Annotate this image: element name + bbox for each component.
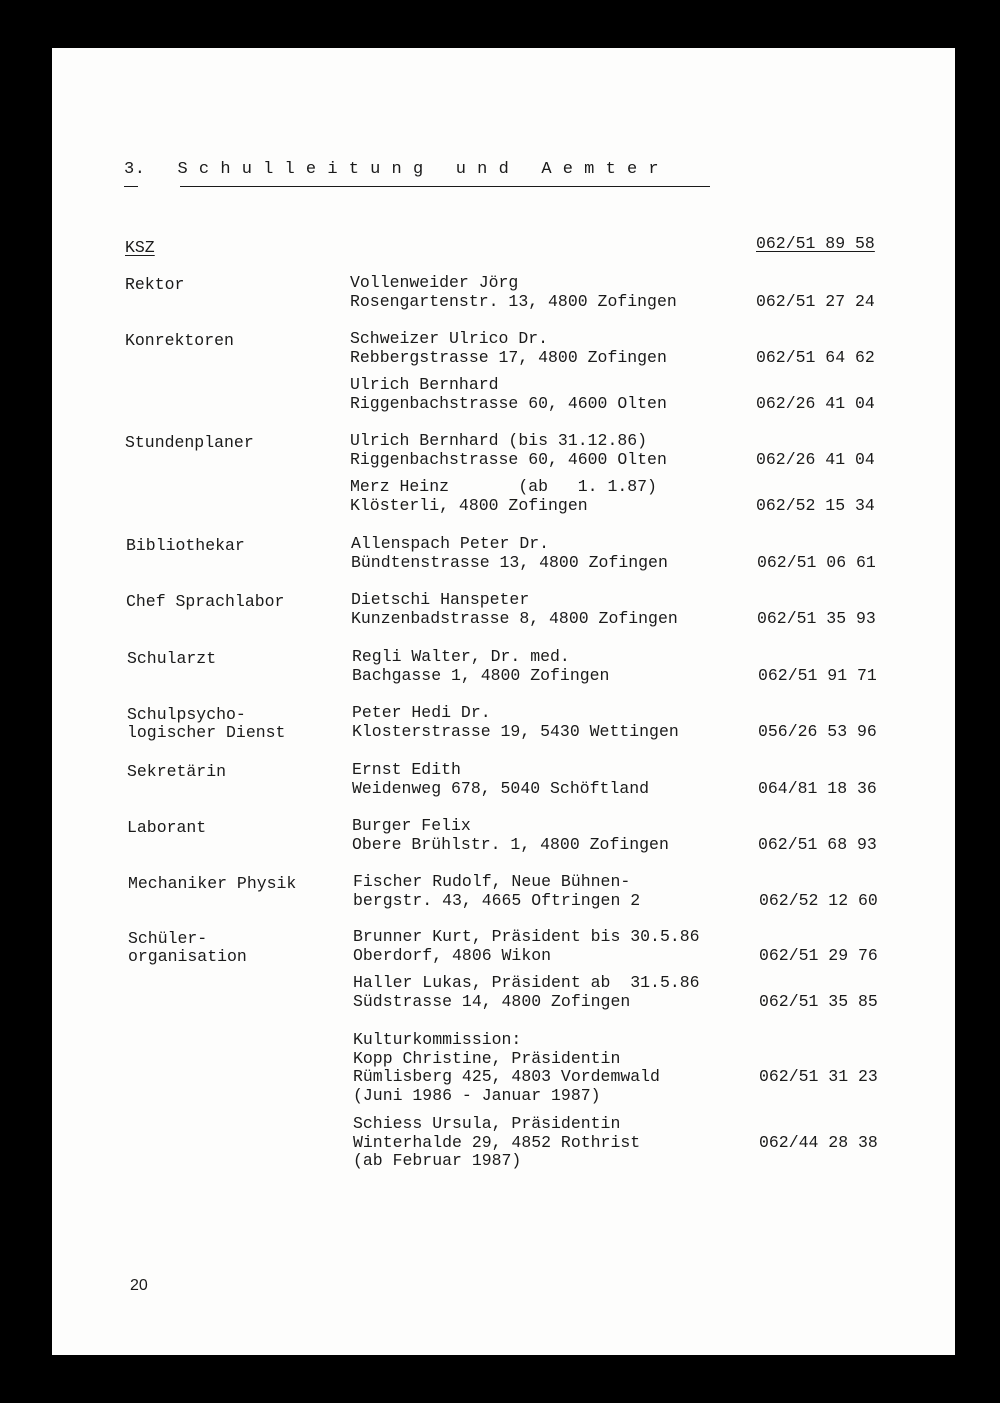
entry-phone: 062/51 27 24 bbox=[756, 291, 875, 311]
entry-name: Ulrich Bernhard bbox=[350, 375, 499, 394]
entry-phone: 062/51 06 61 bbox=[757, 552, 876, 572]
heading-underline bbox=[180, 186, 710, 187]
entry-address-line: Kopp Christine, Präsidentin bbox=[353, 1048, 621, 1068]
entry-name: Burger Felix bbox=[352, 816, 471, 835]
entry-phone: 056/26 53 96 bbox=[758, 721, 877, 741]
entry-phone: 062/26 41 04 bbox=[756, 393, 875, 413]
page-number: 20 bbox=[130, 1277, 148, 1294]
ksz-phone: 062/51 89 58 bbox=[756, 234, 875, 253]
entry-role: Stundenplaner bbox=[125, 433, 254, 452]
entry-phone: 062/26 41 04 bbox=[756, 449, 875, 469]
entry-role: Schularzt bbox=[127, 649, 217, 668]
entry-role: Bibliothekar bbox=[126, 536, 245, 555]
entry-name: Merz Heinz (ab 1. 1.87) bbox=[350, 477, 657, 496]
entry-address-line: Weidenweg 678, 5040 Schöftland bbox=[352, 778, 650, 798]
entry-address-line: Riggenbachstrasse 60, 4600 Olten bbox=[350, 449, 667, 469]
entry-address-line: Winterhalde 29, 4852 Rothrist bbox=[353, 1132, 641, 1152]
ksz-label: KSZ bbox=[125, 238, 155, 257]
entry-phone: 062/44 28 38 bbox=[759, 1132, 878, 1152]
section-heading bbox=[124, 160, 659, 179]
entry-phone: 062/51 91 71 bbox=[758, 665, 877, 685]
entry-address-line: Südstrasse 14, 4800 Zofingen bbox=[353, 991, 631, 1011]
entry-name: Kulturkommission: bbox=[353, 1030, 522, 1049]
entry-address-line: Rebbergstrasse 17, 4800 Zofingen bbox=[350, 347, 667, 367]
entry-role: Schüler- organisation bbox=[128, 929, 247, 966]
entry-address-line: Rümlisberg 425, 4803 Vordemwald bbox=[353, 1067, 660, 1086]
entry-phone: 062/51 31 23 bbox=[759, 1067, 878, 1086]
entry-name: Regli Walter, Dr. med. bbox=[352, 647, 570, 666]
entry-phone: 062/51 29 76 bbox=[759, 945, 878, 965]
entry-address-line: (ab Februar 1987) bbox=[353, 1151, 522, 1170]
entry-name: Ernst Edith bbox=[352, 760, 461, 779]
entry-name: Fischer Rudolf, Neue Bühnen- bbox=[353, 872, 631, 891]
entry-role: Sekretärin bbox=[127, 762, 227, 781]
entry-phone: 064/81 18 36 bbox=[758, 778, 877, 798]
entry-address-line: Klösterli, 4800 Zofingen bbox=[350, 495, 588, 515]
number-underline bbox=[124, 186, 138, 187]
entry-name: Vollenweider Jörg bbox=[350, 273, 519, 292]
entry-name: Peter Hedi Dr. bbox=[352, 703, 491, 722]
entry-role: Chef Sprachlabor bbox=[126, 592, 285, 611]
entry-role: Mechaniker Physik bbox=[128, 874, 297, 893]
entry-address-line: bergstr. 43, 4665 Oftringen 2 bbox=[353, 890, 641, 910]
section-title: S c h u l l e i t u n g u n d A e m t e r bbox=[177, 160, 660, 179]
entry-name: Dietschi Hanspeter bbox=[351, 590, 530, 609]
entry-address-line: Bündtenstrasse 13, 4800 Zofingen bbox=[351, 552, 668, 572]
section-number: 3. bbox=[124, 160, 146, 179]
entry-address-line: Kunzenbadstrasse 8, 4800 Zofingen bbox=[351, 608, 678, 628]
entry-address-line: Riggenbachstrasse 60, 4600 Olten bbox=[350, 393, 667, 413]
entry-address-line: Oberdorf, 4806 Wikon bbox=[353, 945, 552, 965]
entry-phone: 062/51 64 62 bbox=[756, 347, 875, 367]
entry-address-line: Obere Brühlstr. 1, 4800 Zofingen bbox=[352, 834, 669, 854]
entry-address-line: Rosengartenstr. 13, 4800 Zofingen bbox=[350, 291, 677, 311]
entry-name: Schweizer Ulrico Dr. bbox=[350, 329, 549, 348]
entry-address-line: Klosterstrasse 19, 5430 Wettingen bbox=[352, 721, 679, 741]
entry-name: Schiess Ursula, Präsidentin bbox=[353, 1114, 621, 1133]
entry-address-line: (Juni 1986 - Januar 1987) bbox=[353, 1085, 601, 1105]
entry-phone: 062/51 35 85 bbox=[759, 991, 878, 1011]
entry-phone: 062/52 12 60 bbox=[759, 890, 878, 910]
entry-role: Rektor bbox=[125, 275, 185, 294]
entry-address-line: Bachgasse 1, 4800 Zofingen bbox=[352, 665, 610, 685]
entry-name: Ulrich Bernhard (bis 31.12.86) bbox=[350, 431, 648, 450]
entry-name: Brunner Kurt, Präsident bis 30.5.86 bbox=[353, 927, 700, 946]
entry-phone: 062/52 15 34 bbox=[756, 495, 875, 515]
entry-name: Allenspach Peter Dr. bbox=[351, 534, 550, 553]
entry-role: Schulpsycho- logischer Dienst bbox=[127, 705, 286, 742]
entry-role: Laborant bbox=[127, 818, 207, 837]
entry-phone: 062/51 35 93 bbox=[757, 608, 876, 628]
entry-phone: 062/51 68 93 bbox=[758, 834, 877, 854]
entry-name: Haller Lukas, Präsident ab 31.5.86 bbox=[353, 973, 700, 992]
document-page bbox=[52, 48, 955, 1355]
entry-role: Konrektoren bbox=[125, 331, 234, 350]
